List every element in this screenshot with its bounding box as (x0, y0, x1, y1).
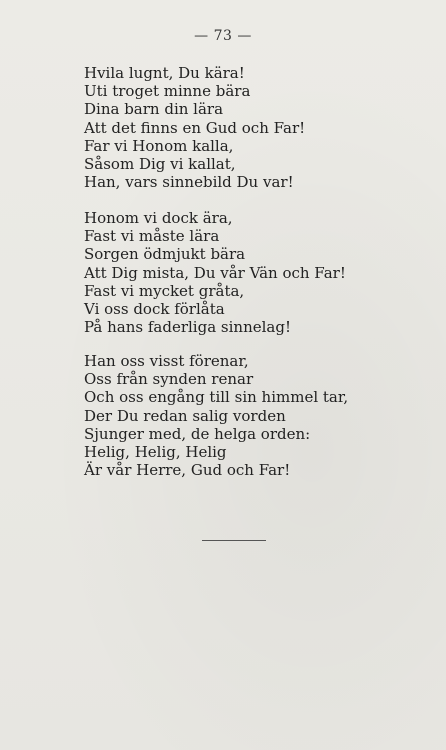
poem-line: Vi oss dock förlåta (84, 300, 225, 319)
page-number: — 73 — (194, 28, 252, 44)
poem-line: På hans faderliga sinnelag! (84, 318, 291, 337)
poem-line: Honom vi dock ära, (84, 209, 233, 227)
poem-line: Fast vi mycket gråta, (84, 281, 245, 300)
poem-line: Oss från synden renar (84, 370, 254, 389)
poem-line: Der Du redan salig vorden (84, 406, 286, 425)
poem-line: Är vår Herre, Gud och Far! (84, 461, 291, 480)
poem-line: Att Dig mista, Du vår Vän och Far! (84, 263, 346, 282)
poem-line: Sjunger med, de helga orden: (84, 424, 311, 443)
stanza-2 (84, 209, 346, 336)
poem-line: Sorgen ödmjukt bära (84, 245, 246, 264)
poem-line: Att det finns en Gud och Far! (84, 118, 306, 137)
poem-line: Dina barn din lära (84, 100, 224, 119)
poem-line: Far vi Honom kalla, (84, 136, 234, 155)
poem-line: Han, vars sinnebild Du var! (84, 173, 294, 192)
stanza-1 (84, 64, 305, 191)
stanza-3 (84, 352, 348, 479)
poem-line: Såsom Dig vi kallat, (84, 155, 236, 174)
section-divider (202, 540, 266, 541)
poem-line: Och oss engång till sin himmel tar, (84, 388, 349, 407)
poem-line: Uti troget minne bära (84, 82, 251, 101)
poem-line: Hvila lugnt, Du kära! (84, 64, 245, 82)
poem-line: Han oss visst förenar, (84, 352, 249, 370)
poem-line: Fast vi måste lära (84, 227, 220, 246)
poem-line: Helig, Helig, Helig (84, 443, 227, 462)
